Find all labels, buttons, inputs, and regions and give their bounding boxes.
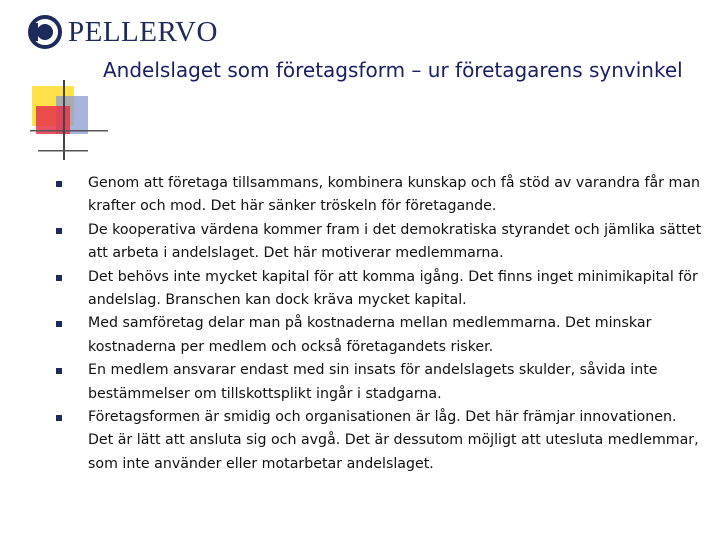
bullet-square-icon [56,275,62,281]
decorative-shapes [30,80,110,165]
deco-bottom-line [38,150,88,152]
bullet-square-icon [56,181,62,187]
list-item-text: Med samföretag delar man på kostnaderna mellan medlemmarna. Det minskar kostnaderna per medlem och också företagandets risker. [88,315,652,355]
deco-vertical-line [63,80,65,160]
pellervo-logo [28,14,218,50]
deco-horizontal-line [30,130,108,132]
logo-text: PELLERVO [68,16,218,48]
list-item [56,219,706,266]
list-item [56,406,706,476]
list-item [56,266,706,313]
slide-title: Andelslaget som företagsform – ur företagarens synvinkel [103,58,683,82]
list-item-text: Genom att företaga tillsammans, kombinera kunskap och få stöd av varandra får man krafter och mod. Det här sänker tröskeln för företagande. [88,175,701,215]
bullet-list [56,172,706,476]
list-item [56,172,706,219]
bullet-square-icon [56,368,62,374]
list-item-text: En medlem ansvarar endast med sin insats för andelslagets skulder, såvida inte bestämmelser om tillskottsplikt ingår i stadgarna. [88,362,658,402]
list-item-text: De kooperativa värdena kommer fram i det demokratiska styrandet och jämlika sättet att arbeta i andelslaget. Det här motiverar medlemmarna. [88,221,702,262]
bullet-square-icon [56,321,62,327]
list-item-text: Företagsformen är smidig och organisationen är låg. Det här främjar innovationen. Det är lätt att ansluta sig och avgå. Det är dessutom möjligt att utesluta medlemmar, som inte använder eller motarbetar andelslaget. [88,409,699,472]
bullet-square-icon [56,415,62,421]
list-item [56,359,706,406]
bullet-square-icon [56,228,62,234]
list-item-text: Det behövs inte mycket kapital för att komma igång. Det finns inget minimikapital för andelslag. Branschen kan dock kräva mycket kapital. [88,268,698,309]
pellervo-emblem-icon [28,15,62,49]
list-item [56,312,706,359]
